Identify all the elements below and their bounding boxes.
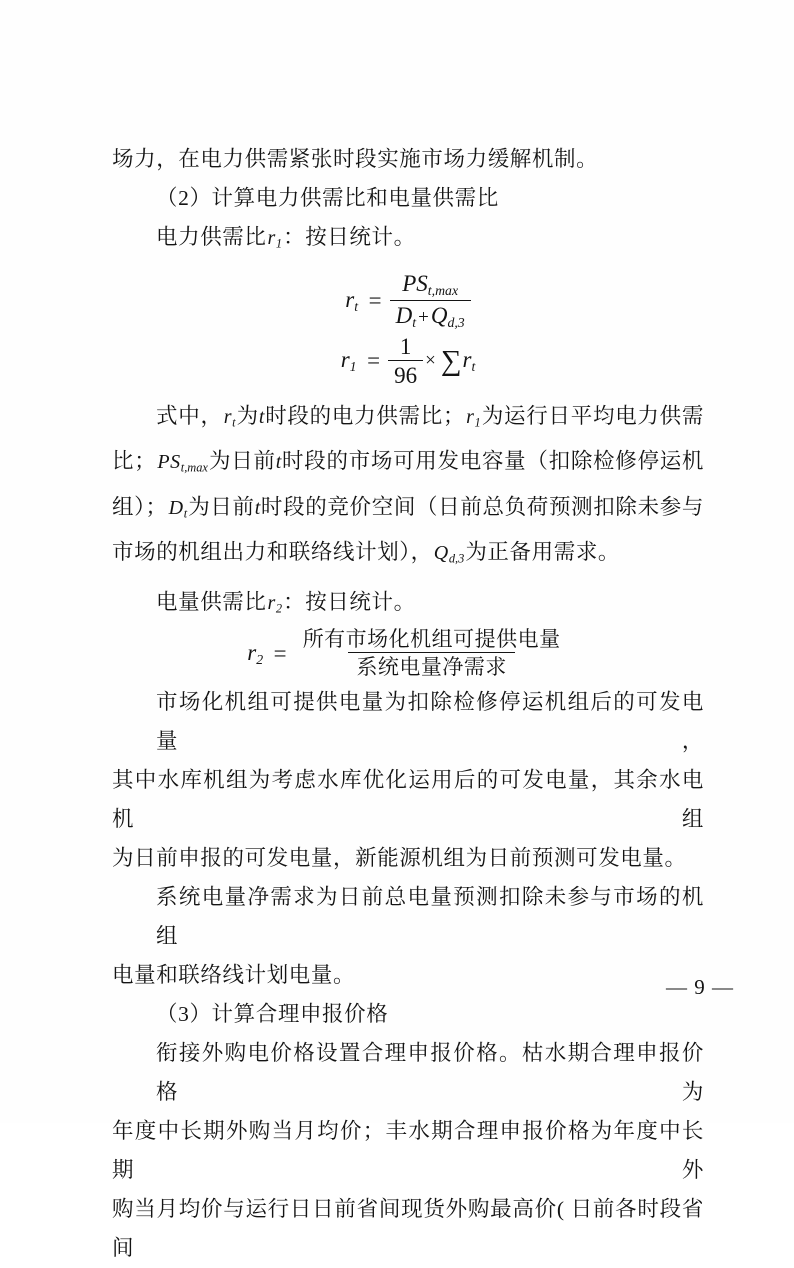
equation-2-numerator: 1 [399, 334, 412, 360]
paragraph-line: 年度中长期外购当月均价；丰水期合理申报价格为年度中长期外 [112, 1119, 704, 1183]
symbol-r1-ref: $r_1$ [466, 405, 481, 430]
symbol-r1: $r_1$ [267, 227, 283, 251]
symbol-t-3: t [254, 496, 261, 519]
equation-2-denominator: 96 [388, 360, 423, 388]
equation-3-lhs: $r_2$ [247, 639, 264, 667]
page-body [112, 140, 704, 1268]
paragraph-line: 市场化机组可提供电量为扣除检修停运机组后的可发电量， [156, 690, 704, 754]
equation-1 [112, 271, 704, 330]
paragraph-line: 为日前申报的可发电量，新能源机组为日前预测可发电量。 [112, 846, 687, 871]
notation-paragraph-line-4: 市场的机组出力和联络线计划），$Q_{d,3}$为正备用需求。 [112, 540, 621, 566]
paragraph-line: 其中水库机组为考虑水库优化运用后的可发电量，其余水电机组 [112, 768, 704, 832]
paragraph-line: 衔接外购电价格设置合理申报价格。枯水期合理申报价格为 [156, 1041, 704, 1105]
equation-2-relation: = [365, 348, 382, 374]
equation-2-lhs: $r_1$ [340, 347, 357, 375]
symbol-q: $Q_{d,3}$ [433, 542, 465, 566]
equation-3-fraction [295, 628, 569, 679]
notation-paragraph-line-3: 组）；$D_t$为日前t时段的竞价空间（日前总负荷预测扣除未参与 [112, 494, 704, 521]
equation-3-denominator: 系统电量净需求 [348, 652, 515, 679]
symbol-d: $D_t$ [168, 496, 188, 521]
energy-ratio-intro-prefix: 电量供需比 [156, 589, 267, 614]
symbol-ps: $PS_{t,max}$ [157, 451, 208, 475]
energy-ratio-intro-suffix: ：按日统计。 [283, 589, 416, 614]
equation-3-relation: = [272, 640, 288, 666]
notation-paragraph-line-2: 比；$PS_{t,max}$为日前t时段的市场可用发电容量（扣除检修停运机 [112, 449, 705, 475]
paragraph-line: 电量和联络线计划电量。 [112, 963, 356, 988]
sigma-icon: ∑ [440, 344, 462, 377]
equation-1-relation: = [367, 287, 383, 313]
paragraph-line: 场力，在电力供需紧张时段实施市场力缓解机制。 [112, 147, 599, 171]
equation-2 [112, 334, 704, 389]
symbol-r2: $r_2$ [267, 591, 283, 615]
page-number: — 9 — [666, 975, 734, 999]
power-ratio-intro-prefix: 电力供需比 [156, 225, 267, 249]
energy-ratio-intro [112, 583, 704, 628]
equation-1-lhs: $r_t$ [345, 286, 359, 314]
equation-2-term: $r_t$ [462, 347, 476, 375]
section-heading-3: （3）计算合理申报价格 [156, 1002, 389, 1027]
symbol-t-2: t [275, 451, 282, 474]
notation-paragraph-line-1: 式中，$r_t$为t时段的电力供需比；$r_1$为运行日平均电力供需 [112, 397, 704, 442]
equation-1-numerator: $PS_{t,max}$ [402, 271, 459, 299]
equation-2-operator: × [425, 350, 436, 372]
section-heading-2: （2）计算电力供需比和电量供需比 [156, 186, 499, 210]
equation-1-denominator: $D_t +Q_{d,3}$ [390, 300, 471, 330]
notation-prefix: 式中， [156, 403, 223, 428]
equation-1-fraction [390, 271, 471, 330]
paragraph-line: 购当月均价与运行日日前省间现货外购最高价( 日前各时段省间 [112, 1197, 704, 1261]
symbol-rt: $r_t$ [223, 405, 236, 430]
power-ratio-intro [112, 218, 704, 263]
paragraph-line: 系统电量净需求为日前总电量预测扣除未参与市场的机组 [156, 885, 704, 949]
power-ratio-intro-suffix: ：按日统计。 [283, 225, 416, 249]
symbol-t: t [258, 405, 266, 428]
equation-2-fraction [388, 334, 423, 389]
equation-3 [112, 628, 704, 679]
equation-3-numerator: 所有市场化机组可提供电量 [302, 627, 561, 651]
